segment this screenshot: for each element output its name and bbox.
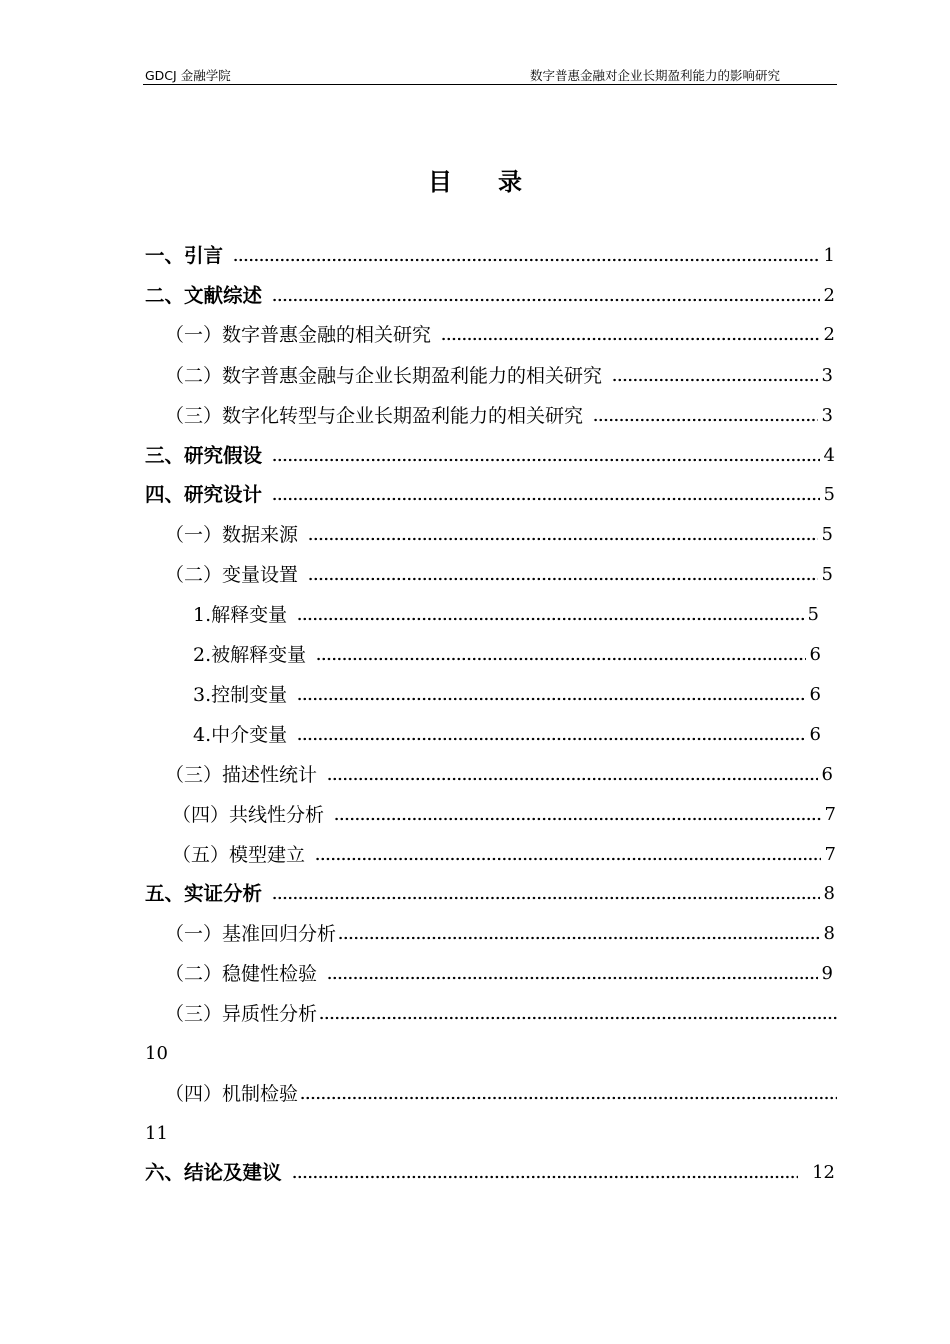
toc-entry-text: （一）数据来源	[165, 524, 299, 546]
toc-entry[interactable]	[145, 481, 835, 509]
toc-entry-page: 6	[809, 684, 821, 705]
toc-entry[interactable]	[165, 321, 835, 349]
toc-entry-page: 1	[823, 245, 835, 266]
toc-entry-page: 3	[821, 405, 833, 426]
toc-leader	[327, 761, 818, 789]
toc-entry-text: （三）异质性分析	[165, 1003, 318, 1025]
toc-entry[interactable]	[165, 1000, 837, 1028]
toc-entry-page: 4	[823, 445, 835, 466]
toc-leader	[272, 442, 820, 470]
toc-entry-text: （二）变量设置	[165, 564, 299, 586]
toc-entry-page: 8	[823, 883, 835, 904]
toc-entry-page: 5	[821, 524, 833, 545]
toc-entry-page: 5	[821, 564, 833, 585]
toc-entry-page: 10	[145, 1043, 168, 1064]
toc-entry[interactable]	[165, 1080, 837, 1108]
toc-entry-text: （一）基准回归分析	[165, 923, 337, 945]
toc-entry-page: 7	[824, 804, 836, 825]
toc-leader	[308, 521, 818, 549]
toc-entry-page: 11	[145, 1123, 168, 1144]
toc-entry-page: 6	[821, 764, 833, 785]
toc-entry-text: 六、结论及建议	[145, 1161, 282, 1184]
toc-entry-page: 8	[823, 923, 835, 944]
toc-entry[interactable]	[193, 641, 821, 669]
toc-entry-page: 9	[821, 963, 833, 984]
toc-entry[interactable]	[165, 920, 835, 948]
toc-entry-text: （一）数字普惠金融的相关研究	[165, 324, 432, 346]
toc-leader	[316, 641, 805, 669]
toc-entry[interactable]	[193, 721, 821, 749]
toc-entry-text: （四）共线性分析	[172, 804, 325, 826]
toc-leader	[319, 1000, 837, 1028]
toc-entry-page: 6	[809, 724, 821, 745]
toc-leader	[272, 880, 820, 908]
toc-entry[interactable]	[165, 561, 833, 589]
toc-entry[interactable]	[165, 761, 833, 789]
toc-leader	[297, 601, 803, 629]
toc-leader	[315, 841, 821, 869]
toc-leader	[292, 1159, 799, 1187]
toc-entry[interactable]	[145, 1159, 835, 1187]
toc-entry-text: 五、实证分析	[145, 882, 263, 905]
toc-entry-text: 1.解释变量	[193, 604, 288, 626]
toc-leader	[612, 362, 818, 390]
toc-entry-text: 3.控制变量	[193, 684, 288, 706]
header-rule	[143, 84, 837, 85]
toc-entry-text: （四）机制检验	[165, 1083, 299, 1105]
toc-leader	[300, 1080, 837, 1108]
toc-leader	[297, 721, 805, 749]
toc-entry[interactable]	[165, 960, 833, 988]
toc-entry-text: （二）数字普惠金融与企业长期盈利能力的相关研究	[165, 365, 603, 387]
header-institution: GDCJ 金融学院	[145, 68, 231, 83]
toc-entry[interactable]	[172, 801, 836, 829]
toc-entry-text: （三）描述性统计	[165, 764, 318, 786]
toc-entry[interactable]	[145, 442, 835, 470]
toc-entry-text: 三、研究假设	[145, 444, 263, 467]
toc-entry-page: 5	[823, 484, 835, 505]
toc-entry-page: 2	[823, 285, 835, 306]
toc-entry[interactable]	[165, 362, 833, 390]
toc-leader	[272, 481, 820, 509]
toc-entry-text: （五）模型建立	[172, 844, 306, 866]
header-paper-title: 数字普惠金融对企业长期盈利能力的影响研究	[529, 68, 780, 83]
toc-entry[interactable]	[145, 242, 835, 270]
toc-entry-page: 2	[823, 324, 835, 345]
toc-entry-text: 2.被解释变量	[193, 644, 307, 666]
toc-leader	[272, 282, 820, 310]
toc-entry[interactable]	[165, 402, 833, 430]
toc-entry[interactable]	[145, 282, 835, 310]
toc-entry[interactable]	[172, 841, 836, 869]
toc-leader	[233, 242, 820, 270]
toc-entry[interactable]	[193, 681, 821, 709]
toc-title: 目录	[428, 168, 568, 196]
toc-leader	[297, 681, 805, 709]
toc-leader	[338, 920, 820, 948]
toc-entry[interactable]	[145, 880, 835, 908]
toc-entry-text: （三）数字化转型与企业长期盈利能力的相关研究	[165, 405, 584, 427]
toc-entry-text: 一、引言	[145, 244, 224, 267]
toc-entry-page: 12	[812, 1162, 835, 1183]
toc-entry-page: 7	[824, 844, 836, 865]
toc-entry-page: 6	[809, 644, 821, 665]
toc-leader	[334, 801, 821, 829]
toc-entry-page: 3	[821, 365, 833, 386]
toc-entry-text: （二）稳健性检验	[165, 963, 318, 985]
toc-entry[interactable]	[193, 601, 819, 629]
toc-entry-text: 二、文献综述	[145, 284, 263, 307]
toc-entry-text: 四、研究设计	[145, 483, 263, 506]
toc-leader	[308, 561, 818, 589]
toc-entry[interactable]	[165, 521, 833, 549]
toc-leader	[327, 960, 818, 988]
toc-leader	[593, 402, 818, 430]
toc-entry-page: 5	[807, 604, 819, 625]
toc-entry-text: 4.中介变量	[193, 724, 288, 746]
toc-leader	[441, 321, 820, 349]
